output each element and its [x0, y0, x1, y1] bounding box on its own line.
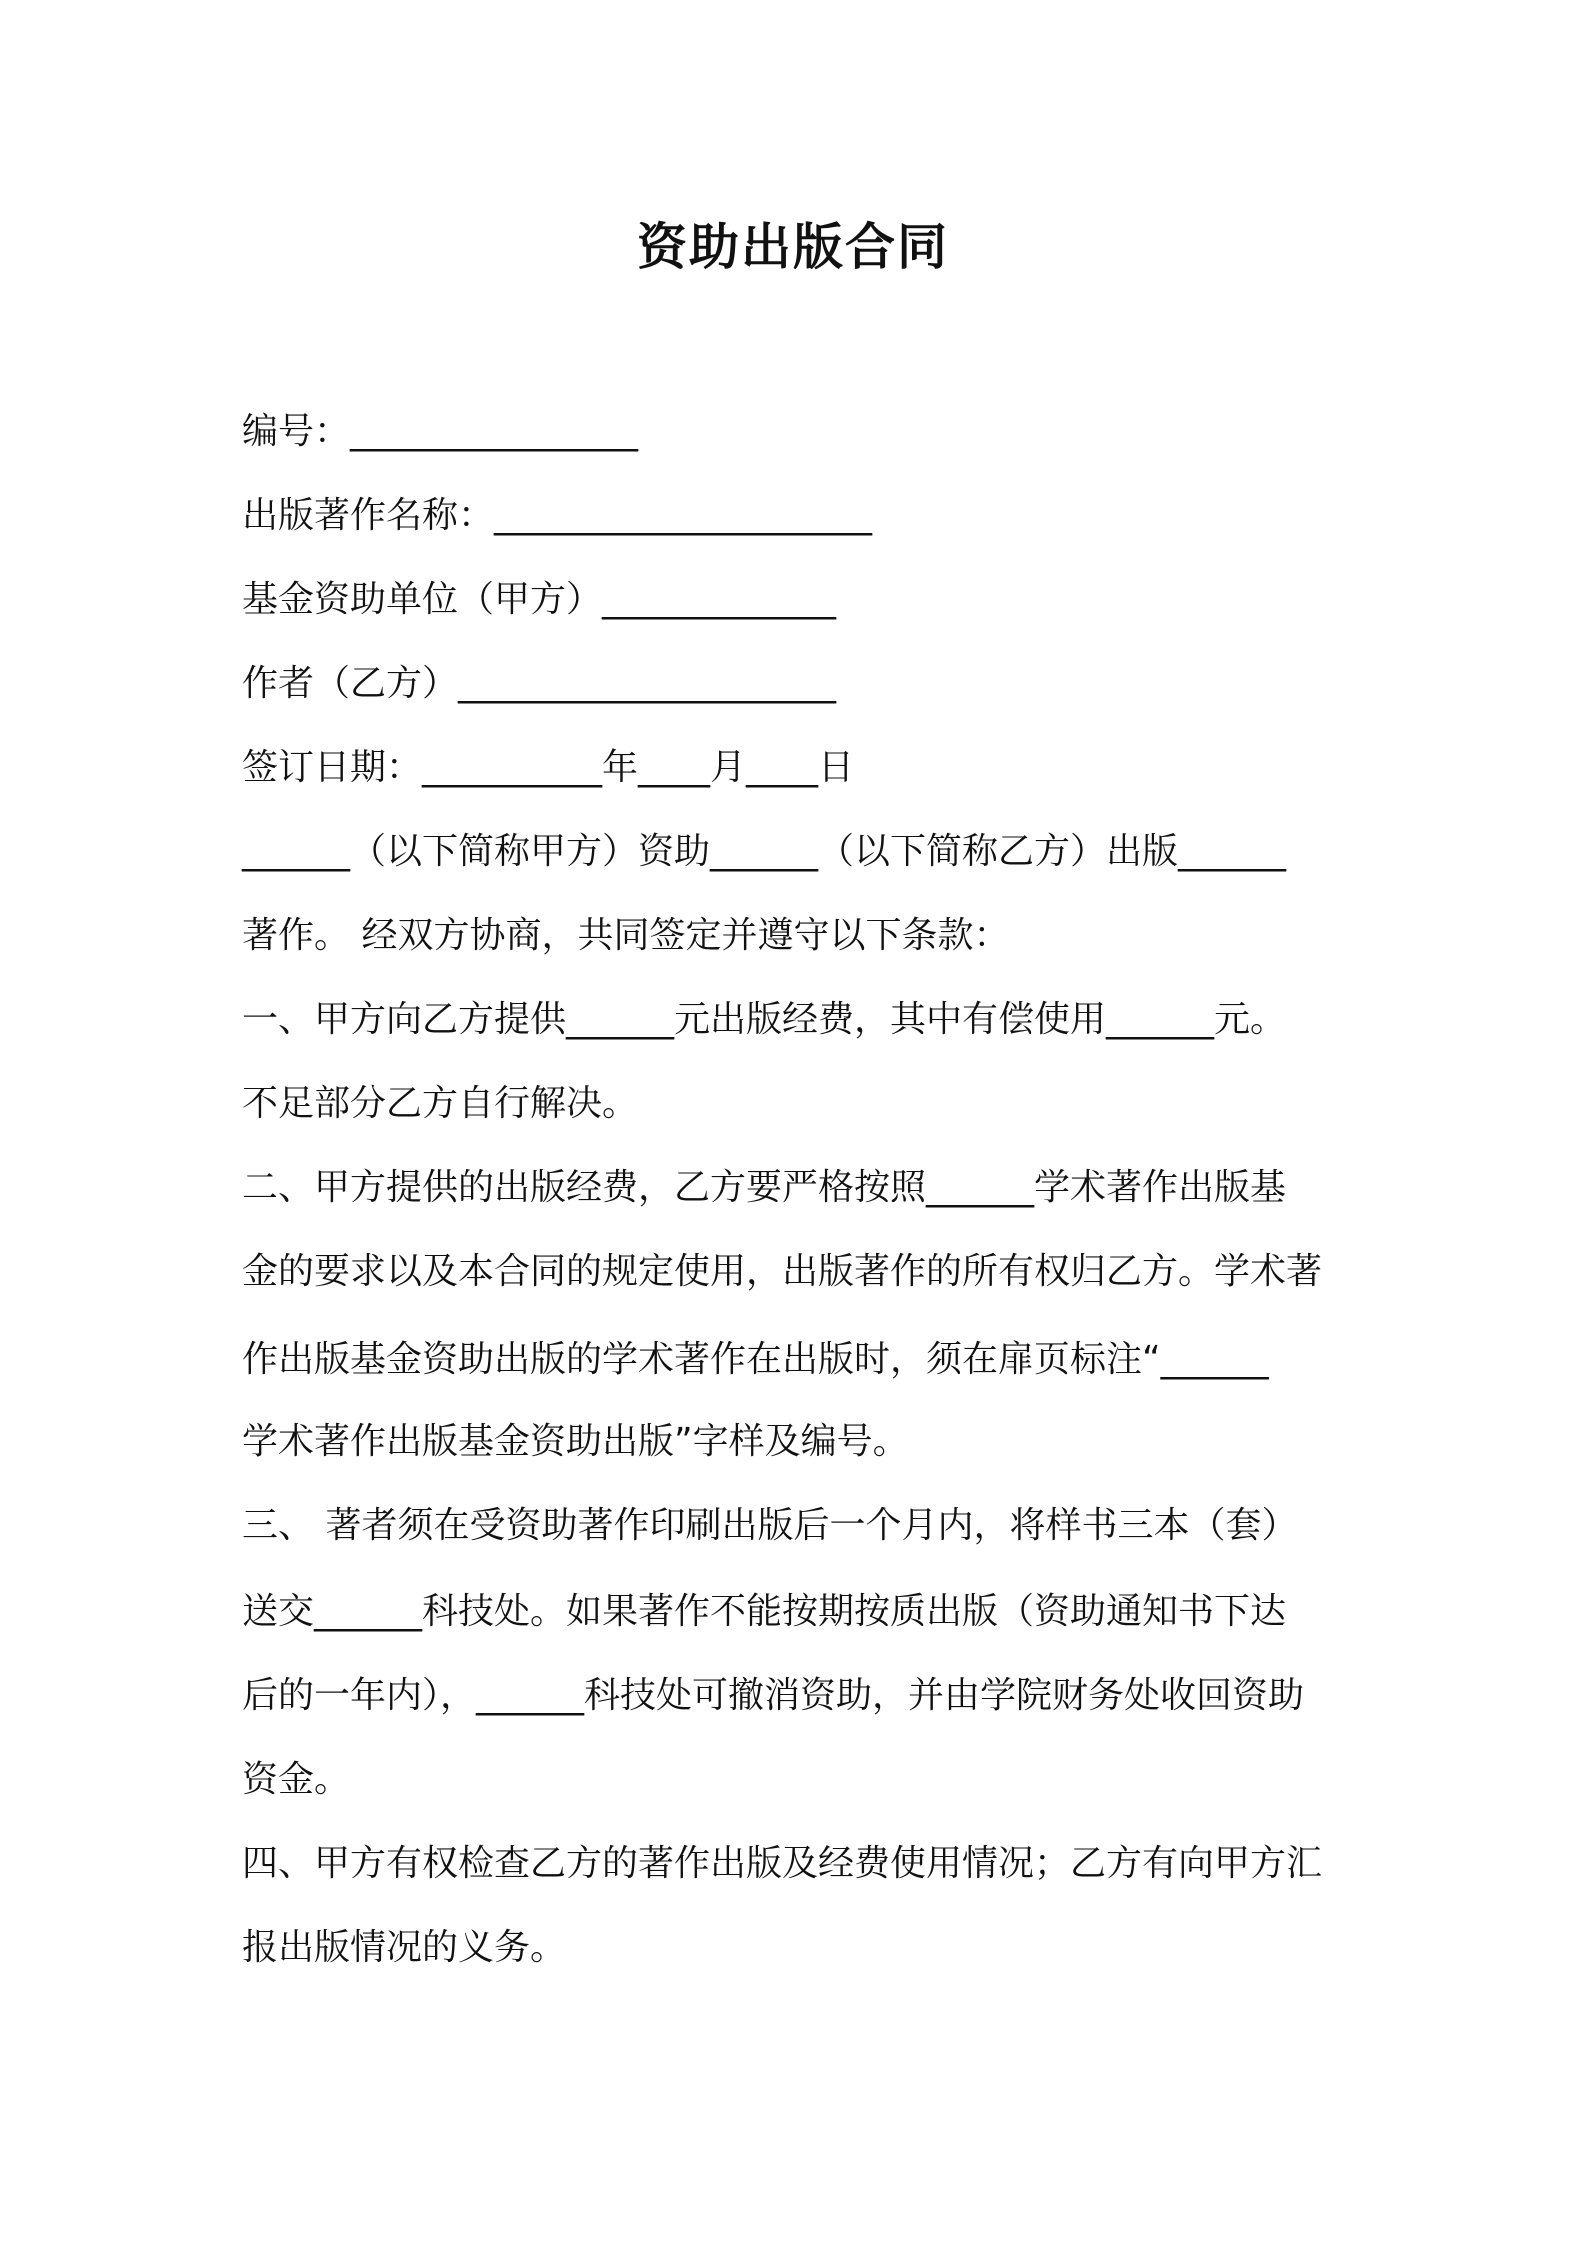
- clause-3-line: 后的一年内），______科技处可撤消资助，并由学院财务处收回资助: [242, 1675, 1305, 1716]
- document-title: 资助出版合同: [637, 218, 949, 276]
- field-funding-unit: 基金资助单位（甲方）_____________: [242, 579, 837, 620]
- clause-1-line: 不足部分乙方自行解决。: [242, 1083, 639, 1124]
- clause-3-line: 送交______科技处。如果著作不能按期按质出版（资助通知书下达: [242, 1591, 1287, 1632]
- clause-3-line: 资金。: [242, 1759, 351, 1800]
- clause-2-line: 金的要求以及本合同的规定使用，出版著作的所有权归乙方。学术著: [242, 1251, 1323, 1292]
- clause-1-line: 一、甲方向乙方提供______元出版经费，其中有偿使用______元。: [242, 999, 1287, 1040]
- field-contract-number: 编号：________________: [242, 411, 639, 452]
- field-work-title: 出版著作名称：_____________________: [242, 495, 873, 536]
- clause-3-line: 三、 著者须在受资助著作印刷出版后一个月内，将样书三本（套）: [242, 1505, 1298, 1546]
- preamble-line: ______（以下简称甲方）资助______（以下简称乙方）出版______: [242, 831, 1287, 872]
- field-author: 作者（乙方）_____________________: [242, 663, 837, 704]
- clause-2-line: 作出版基金资助出版的学术著作在出版时，须在扉页标注“______: [242, 1339, 1269, 1380]
- field-signing-date: 签订日期：__________年____月____日: [242, 747, 855, 788]
- clause-2-line: 二、甲方提供的出版经费，乙方要严格按照______学术著作出版基: [242, 1167, 1287, 1208]
- clause-4-line: 四、甲方有权检查乙方的著作出版及经费使用情况；乙方有向甲方汇: [242, 1843, 1323, 1884]
- clause-4-line: 报出版情况的义务。: [242, 1927, 567, 1968]
- clause-2-line: 学术著作出版基金资助出版”字样及编号。: [242, 1421, 909, 1462]
- preamble-line: 著作。 经双方协商，共同签定并遵守以下条款：: [242, 915, 1010, 956]
